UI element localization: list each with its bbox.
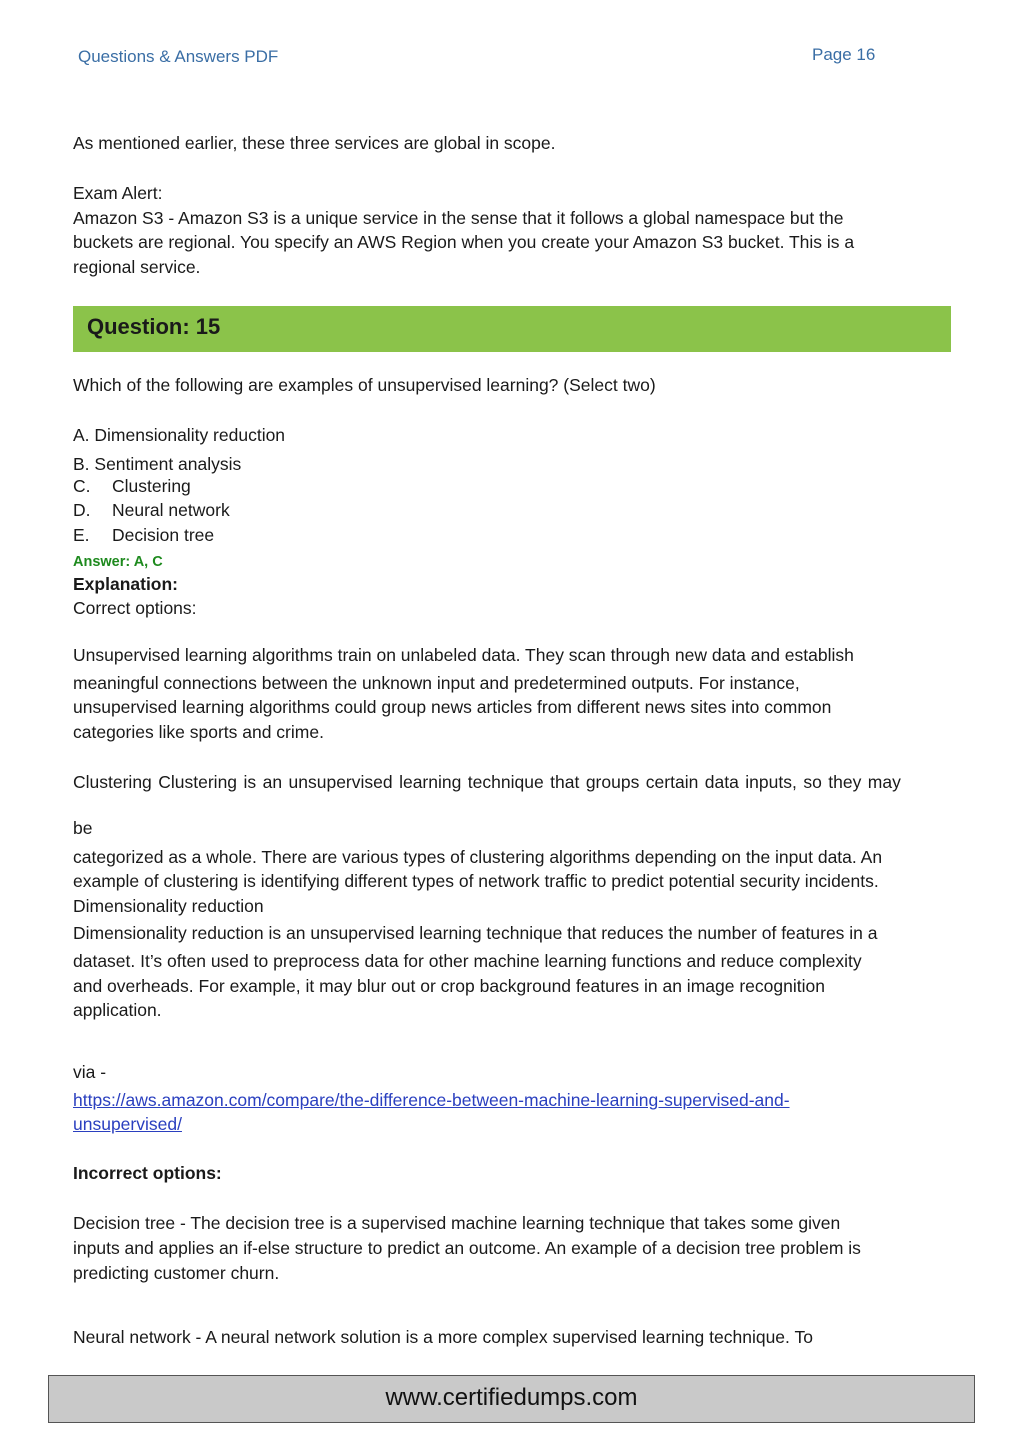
paragraph-line: Dimensionality reduction is an unsupervised learning technique that reduces the number of features in a (73, 923, 878, 943)
option-letter: E. (73, 525, 90, 545)
intro-text: As mentioned earlier, these three services are global in scope. (73, 133, 556, 153)
question-title: Question: 15 (87, 314, 221, 339)
reference-link-line (73, 1088, 790, 1113)
exam-alert-line: buckets are regional. You specify an AWS Region when you create your Amazon S3 bucket. This is a (73, 232, 855, 252)
option-e (73, 523, 214, 548)
paragraph-line: and overheads. For example, it may blur out or crop background features in an image recognition (73, 976, 825, 996)
via-label: via - (73, 1062, 107, 1082)
paragraph-line: application. (73, 1000, 162, 1020)
option-text: Neural network (112, 500, 230, 520)
paragraph-line: inputs and applies an if-else structure to predict an outcome. An example of a decision tree problem is (73, 1238, 861, 1258)
reference-link[interactable]: https://aws.amazon.com/compare/the-difference-between-machine-learning-supervised-and- (73, 1090, 790, 1110)
question-prompt: Which of the following are examples of unsupervised learning? (Select two) (73, 375, 656, 395)
clustering-line: Clustering Clustering is an unsupervised learning technique that groups certain data inputs, so they may (73, 772, 901, 792)
option-b: B. Sentiment analysis (73, 454, 242, 474)
paragraph-line: meaningful connections between the unknown input and predetermined outputs. For instance, (73, 673, 800, 693)
paragraph-line: predicting customer churn. (73, 1263, 280, 1283)
answer-text: Answer: A, C (73, 554, 163, 570)
paragraph-line: dataset. It’s often used to preprocess data for other machine learning functions and reduce complexity (73, 951, 862, 971)
paragraph-line: categorized as a whole. There are various types of clustering algorithms depending on the input data. An (73, 847, 883, 867)
option-a: A. Dimensionality reduction (73, 425, 286, 445)
explanation-label: Explanation: (73, 574, 179, 594)
option-text: Decision tree (112, 525, 215, 545)
exam-alert-label: Exam Alert: (73, 183, 163, 203)
paragraph-line: Neural network - A neural network solution is a more complex supervised learning technique. To (73, 1327, 813, 1347)
header-title: Questions & Answers PDF (78, 47, 279, 66)
paragraph-line: Unsupervised learning algorithms train on unlabeled data. They scan through new data and establish (73, 645, 854, 665)
option-text: Clustering (112, 476, 191, 496)
option-c (73, 474, 191, 499)
paragraph-line: categories like sports and crime. (73, 722, 324, 742)
page-number: Page 16 (812, 45, 876, 64)
question-header-bar (73, 306, 951, 352)
exam-alert-line: Amazon S3 - Amazon S3 is a unique service in the sense that it follows a global namespace but the (73, 208, 844, 228)
footer-bar (48, 1375, 975, 1423)
paragraph-line: Decision tree - The decision tree is a supervised machine learning technique that takes some given (73, 1213, 841, 1233)
reference-link-continued[interactable]: unsupervised/ (73, 1114, 182, 1134)
reference-link-line (73, 1112, 182, 1137)
incorrect-options-label: Incorrect options: (73, 1163, 222, 1183)
paragraph-line: unsupervised learning algorithms could group news articles from different news sites into common (73, 697, 832, 717)
correct-options-label: Correct options: (73, 598, 197, 618)
footer-url[interactable]: www.certifiedumps.com (385, 1384, 638, 1411)
paragraph-line: be (73, 818, 93, 838)
option-letter: D. (73, 500, 91, 520)
paragraph-line: Dimensionality reduction (73, 896, 264, 916)
exam-alert-line: regional service. (73, 257, 201, 277)
option-letter: C. (73, 476, 91, 496)
option-d (73, 498, 230, 523)
paragraph-line: example of clustering is identifying different types of network traffic to predict potential security incidents. (73, 871, 879, 891)
